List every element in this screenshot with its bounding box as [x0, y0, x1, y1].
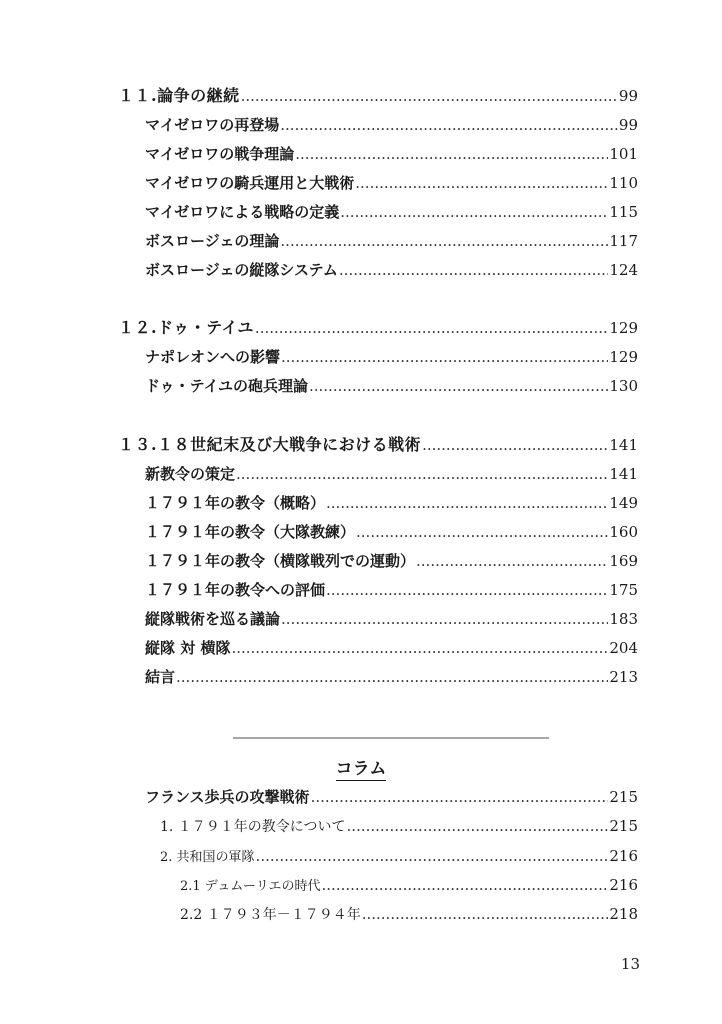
toc-entry-page: 129 — [609, 348, 638, 366]
toc-entry — [145, 522, 638, 542]
toc-entry — [145, 551, 638, 571]
column-entry — [180, 904, 638, 925]
toc-entry — [145, 231, 638, 251]
dot-leader — [280, 115, 618, 135]
dot-leader — [255, 318, 608, 338]
toc-entry-page: 204 — [609, 639, 638, 657]
toc-entry-title: マイゼロワの騎兵運用と大戦術 — [145, 174, 355, 192]
toc-entry-title: ドゥ・テイユの砲兵理論 — [145, 377, 308, 395]
toc-entry — [145, 667, 638, 687]
dot-leader — [281, 609, 608, 629]
toc-entry-page: 216 — [609, 847, 638, 865]
toc-entry-title: 縦隊戦術を巡る議論 — [145, 610, 281, 628]
dot-leader — [340, 202, 608, 222]
toc-entry — [145, 464, 638, 484]
toc-entry-title: ボスロージェの縦隊システム — [145, 261, 338, 279]
toc-entry-title: マイゼロワによる戦略の定義 — [145, 203, 340, 221]
toc-entry-page: 99 — [618, 116, 638, 134]
toc-entry-title: 2.2 １７９３年－１７９４年 — [180, 907, 361, 923]
toc-entry-page: 99 — [618, 87, 638, 105]
toc-entry-page: 215 — [609, 788, 638, 806]
toc-entry-page: 141 — [609, 436, 638, 454]
toc-entry-page: 175 — [609, 581, 638, 599]
dot-leader — [311, 787, 609, 807]
dot-leader — [281, 347, 608, 367]
dot-leader — [280, 231, 608, 251]
dot-leader — [309, 376, 608, 396]
toc-entry-page: 213 — [609, 668, 638, 686]
toc-entry — [145, 347, 638, 367]
toc-entry-title: １２.ドゥ・テイユ — [118, 318, 254, 337]
toc-entry — [145, 376, 638, 396]
toc-entry — [145, 202, 638, 222]
toc-entry-page: 160 — [609, 523, 638, 541]
toc-entry — [145, 580, 638, 600]
toc-entry-title: フランス歩兵の攻撃戦術 — [145, 788, 310, 806]
toc-entry-page: 101 — [609, 145, 638, 163]
dot-leader — [355, 173, 608, 193]
toc-entry — [145, 638, 638, 658]
dot-leader — [326, 580, 608, 600]
toc-entry-page: 129 — [609, 319, 638, 337]
toc-entry-title: 2.1 デュムーリエの時代 — [180, 879, 321, 894]
toc-entry-page: 216 — [609, 876, 638, 894]
dot-leader — [347, 816, 609, 836]
toc-entry-title: 1. １７９１年の教令について — [160, 819, 346, 835]
toc-entry-page: 218 — [609, 905, 638, 923]
column-heading — [0, 758, 722, 780]
toc-entry-title: １７９１年の教令への評価 — [145, 581, 326, 599]
toc-entry — [118, 318, 638, 338]
dot-leader — [295, 144, 608, 164]
page-number: 13 — [620, 955, 640, 973]
toc-entry-title: 2. 共和国の軍隊 — [160, 850, 255, 865]
toc-entry-page: 141 — [609, 465, 638, 483]
toc-entry-title: １７９１年の教令（概略） — [145, 494, 326, 512]
toc-entry-title: １７９１年の教令（横隊戦列での運動） — [145, 552, 416, 570]
section-divider — [233, 737, 549, 739]
toc-entry-title: １７９１年の教令（大隊教練） — [145, 523, 356, 541]
toc-entry-title: ナポレオンへの影響 — [145, 348, 281, 366]
toc-entry-page: 117 — [609, 232, 638, 250]
dot-leader — [256, 846, 609, 866]
toc-entry-page: 149 — [609, 494, 638, 512]
dot-leader — [231, 638, 608, 658]
toc-entry-title: マイゼロワの戦争理論 — [145, 145, 295, 163]
toc-entry — [118, 86, 638, 106]
toc-entry — [145, 260, 638, 280]
column-entry — [160, 816, 638, 837]
dot-leader — [362, 904, 609, 924]
toc-entry-page: 215 — [609, 817, 638, 835]
column-entry — [180, 875, 638, 897]
toc-entry-page: 115 — [609, 203, 638, 221]
toc-entry-title: 新教令の策定 — [145, 465, 236, 483]
column-entry — [145, 787, 638, 807]
toc-entry — [145, 173, 638, 193]
toc-entry — [145, 144, 638, 164]
toc-entry-title: 結言 — [145, 668, 176, 686]
toc-entry — [145, 609, 638, 629]
toc-entry-page: 130 — [609, 377, 638, 395]
toc-entry-title: マイゼロワの再登場 — [145, 116, 280, 134]
toc-entry — [145, 115, 638, 135]
column-heading-text: コラム — [335, 759, 387, 779]
toc-entry — [145, 493, 638, 513]
dot-leader — [339, 260, 608, 280]
dot-leader — [416, 551, 608, 571]
dot-leader — [236, 464, 608, 484]
column-entry — [160, 846, 638, 868]
dot-leader — [322, 875, 609, 895]
toc-entry-page: 169 — [609, 552, 638, 570]
toc-entry-page: 183 — [609, 610, 638, 628]
toc-entry-title: １１.論争の継続 — [118, 86, 240, 105]
dot-leader — [422, 435, 608, 455]
dot-leader — [326, 493, 608, 513]
toc-entry-title: 縦隊 対 横隊 — [145, 639, 231, 657]
dot-leader — [241, 86, 618, 106]
toc-entry-title: １３.１８世紀末及び大戦争における戦術 — [118, 435, 422, 454]
dot-leader — [356, 522, 608, 542]
dot-leader — [176, 667, 608, 687]
toc-entry-title: ボスロージェの理論 — [145, 232, 280, 250]
toc-entry-page: 124 — [609, 261, 638, 279]
toc-entry-page: 110 — [609, 174, 638, 192]
toc-entry — [118, 435, 638, 455]
